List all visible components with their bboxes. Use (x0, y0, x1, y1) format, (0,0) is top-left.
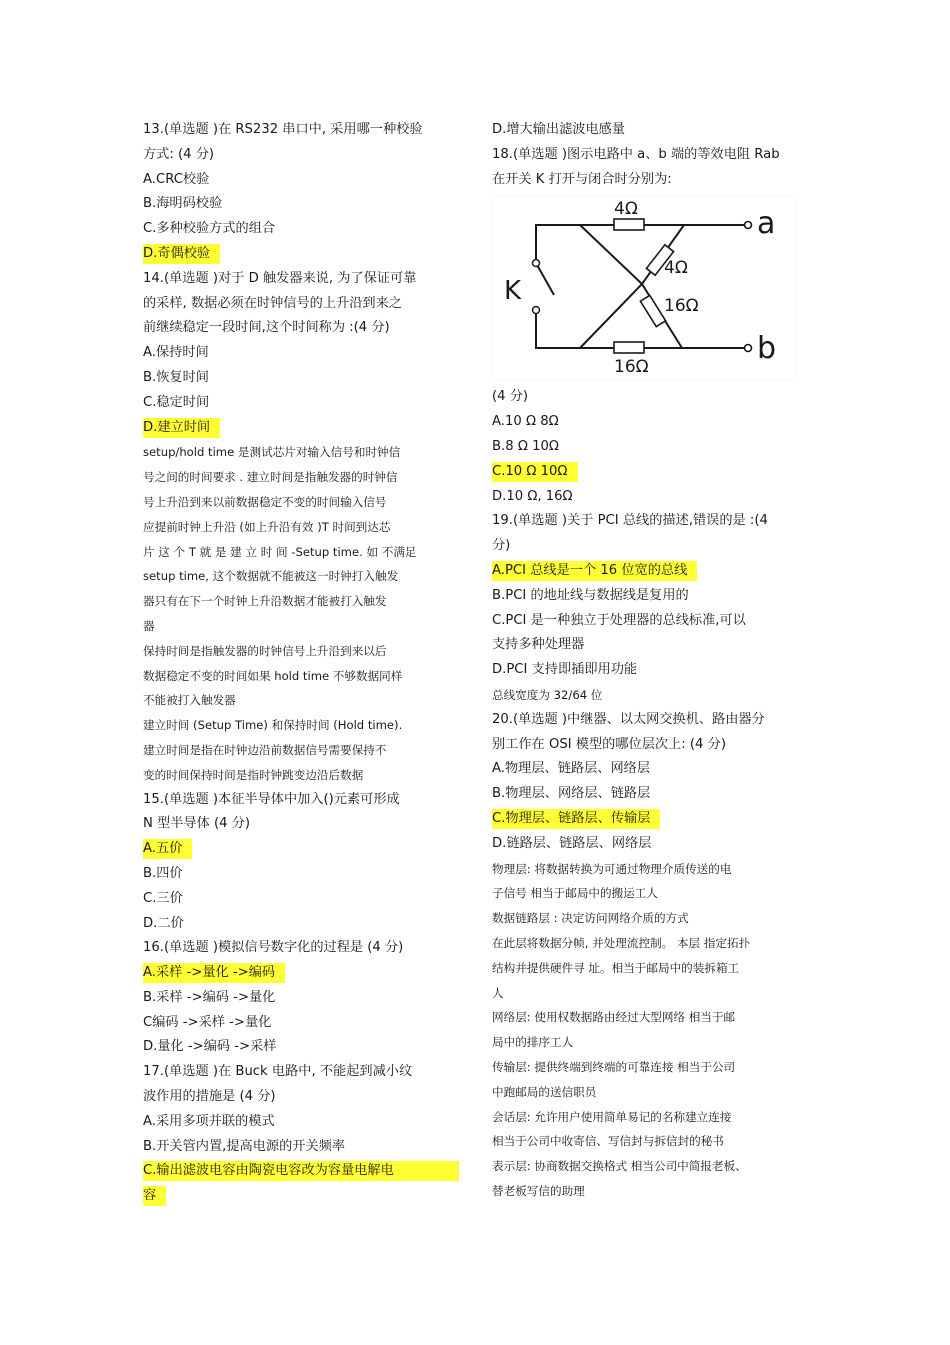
text-line (492, 956, 810, 981)
line-text: 片 这 个 T 就 是 建 立 时 间 -Setup time. 如 不满足 (143, 544, 417, 559)
line-text: 支持多种处理器 (492, 637, 585, 653)
text-line (492, 1154, 810, 1179)
line-text: 网络层: 使用权数据路由经过大型网络 相当于邮 (492, 1010, 736, 1025)
line-text: B.开关管内置,提高电源的开关频率 (143, 1138, 346, 1154)
text-line (492, 1179, 810, 1204)
line-text: 的采样, 数据必须在时钟信号的上升沿到来之 (143, 295, 402, 311)
text-line (492, 584, 810, 609)
text-line (492, 881, 810, 906)
text-line (492, 1080, 810, 1105)
text-line (492, 118, 810, 143)
line-text: C.多种校验方式的组合 (143, 221, 276, 237)
line-text: B.恢复时间 (143, 369, 209, 385)
text-line (143, 143, 459, 168)
line-text: 中跑邮局的送信职员 (492, 1084, 597, 1099)
line-text: 15.(单选题 )本征半导体中加入()元素可形成 (143, 791, 400, 807)
text-line (492, 931, 810, 956)
line-text: 人 (492, 985, 504, 1000)
line-text: 变的时间保持时间是指时钟跳变边沿后数据 (143, 767, 364, 782)
text-line (492, 485, 810, 510)
line-text: 14.(单选题 )对于 D 触发器来说, 为了保证可靠 (143, 270, 417, 286)
text-line (143, 614, 459, 639)
highlighted-answer: C.10 Ω 10Ω (492, 462, 578, 482)
text-line (492, 832, 810, 857)
text-line (143, 688, 459, 713)
line-text: 13.(单选题 )在 RS232 串口中, 采用哪一种校验 (143, 122, 423, 137)
line-text: 相当于公司中收寄信、写信封与拆信封的秘书 (492, 1134, 724, 1149)
line-text: 建立时间 (Setup Time) 和保持时间 (Hold time). (143, 718, 403, 733)
circuit-diagram (492, 195, 798, 381)
text-line (492, 609, 810, 634)
text-line (492, 782, 810, 807)
text-line (143, 192, 459, 217)
text-line (143, 887, 459, 912)
answer-line (492, 807, 810, 832)
text-line (143, 1110, 459, 1135)
text-line (143, 1060, 459, 1085)
text-line (143, 391, 459, 416)
right-column (492, 118, 810, 1204)
line-text: 保持时间是指触发器的时钟信号上升沿到来以后 (143, 643, 387, 658)
text-line (492, 509, 810, 534)
line-text: 建立时间是指在时钟边沿前数据信号需要保持不 (143, 742, 387, 757)
text-line (492, 633, 810, 658)
line-text: A.10 Ω 8Ω (492, 414, 559, 430)
text-line (492, 1030, 810, 1055)
line-text: 20.(单选题 )中继器、以太网交换机、路由器分 (492, 711, 765, 727)
line-text: 数据稳定不变的时间如果 hold time 不够数据同样 (143, 668, 403, 683)
line-text: D.增大输出滤波电感量 (492, 122, 626, 137)
line-text: 物理层: 将数据转换为可通过物理介质传送的电 (492, 861, 732, 876)
line-text: 替老板写信的助理 (492, 1183, 585, 1198)
line-text: D.PCI 支持即插即用功能 (492, 662, 638, 678)
text-line (143, 763, 459, 788)
highlighted-answer: A.采样 ->量化 ->编码 (143, 963, 285, 983)
answer-line (492, 460, 810, 485)
highlighted-answer: A.PCI 总线是一个 16 位宽的总线 (492, 561, 697, 581)
text-line (492, 168, 810, 193)
answer-line (143, 1184, 459, 1209)
line-text: 号之间的时间要求 . 建立时间是指触发器的时钟信 (143, 470, 398, 485)
text-line (143, 316, 459, 341)
label-r-bottom: 16Ω (614, 357, 649, 378)
line-text: N 型半导体 (4 分) (143, 816, 251, 832)
text-line (492, 757, 810, 782)
highlighted-answer: 容 (143, 1186, 166, 1206)
text-line (492, 1105, 810, 1130)
answer-line (143, 961, 459, 986)
answer-line (492, 559, 810, 584)
switch-contact-top (533, 260, 540, 267)
resistor-bottom (614, 342, 644, 353)
highlighted-answer: D.奇偶校验 (143, 244, 220, 264)
text-line (143, 440, 459, 465)
line-text: D.10 Ω, 16Ω (492, 488, 573, 504)
highlighted-answer: C.物理层、链路层、传输层 (492, 809, 660, 829)
line-text: 在此层将数据分帧, 并处理流控制。 本层 指定拓扑 (492, 935, 751, 950)
line-text: B.8 Ω 10Ω (492, 438, 559, 454)
line-text: setup/hold time 是测试芯片对输入信号和时钟信 (143, 445, 401, 460)
text-line (143, 515, 459, 540)
text-line (143, 986, 459, 1011)
text-line (143, 664, 459, 689)
line-text: C.三价 (143, 890, 183, 906)
line-text: 19.(单选题 )关于 PCI 总线的描述,错误的是 :(4 (492, 513, 768, 529)
line-text: 会话层: 允许用户使用简单易记的名称建立连接 (492, 1109, 732, 1124)
text-line (143, 1011, 459, 1036)
text-line (143, 366, 459, 391)
text-line (492, 857, 810, 882)
text-line (143, 812, 459, 837)
label-node-a: a (757, 206, 776, 242)
line-text: 波作用的措施是 (4 分) (143, 1089, 276, 1105)
line-text: 器 (143, 618, 155, 633)
line-text: 结构并提供硬件寻 址。相当于邮局中的装拆箱工 (492, 960, 740, 975)
text-line (492, 683, 810, 708)
label-switch: K (504, 276, 522, 307)
text-line (143, 118, 459, 143)
line-text: 总线宽度为 32/64 位 (492, 687, 603, 702)
text-line (143, 788, 459, 813)
highlighted-answer: D.建立时间 (143, 418, 220, 438)
label-r-diag1: 4Ω (664, 258, 688, 279)
label-node-b: b (757, 331, 777, 367)
text-line (492, 906, 810, 931)
text-line (143, 862, 459, 887)
line-text: (4 分) (492, 389, 529, 405)
line-text: 应提前时钟上升沿 (如上升沿有效 )T 时间到达芯 (143, 519, 391, 534)
resistor-top (614, 219, 644, 230)
line-text: B.采样 ->编码 ->量化 (143, 989, 276, 1005)
text-line (492, 534, 810, 559)
text-line (492, 658, 810, 683)
line-text: 17.(单选题 )在 Buck 电路中, 不能起到减小纹 (143, 1064, 413, 1080)
text-line (492, 1055, 810, 1080)
line-text: 传输层: 提供终端到终端的可靠连接 相当于公司 (492, 1059, 736, 1074)
text-line (143, 490, 459, 515)
terminal-a (745, 222, 752, 229)
label-r-diag2: 16Ω (664, 296, 699, 317)
line-text: 子信号 相当于邮局中的搬运工人 (492, 886, 658, 901)
text-line (492, 733, 810, 758)
line-text: 号上升沿到来以前数据稳定不变的时间输入信号 (143, 494, 387, 509)
highlighted-answer: C.输出滤波电容由陶瓷电容改为容量电解电 (143, 1161, 459, 1181)
text-line (143, 564, 459, 589)
text-line (143, 341, 459, 366)
line-text: 前继续稳定一段时间,这个时间称为 :(4 分) (143, 320, 390, 336)
line-text: 表示层: 协商数据交换格式 相当公司中简报老板、 (492, 1159, 747, 1174)
highlighted-answer: A.五价 (143, 839, 192, 859)
text-line (143, 639, 459, 664)
line-text: 别工作在 OSI 模型的哪位层次上: (4 分) (492, 736, 726, 752)
text-line (492, 708, 810, 733)
line-text: B.海明码校验 (143, 196, 223, 212)
text-line (143, 168, 459, 193)
line-text: 18.(单选题 )图示电路中 a、b 端的等效电阻 Rab (492, 146, 780, 162)
answer-line (143, 416, 459, 441)
text-line (143, 738, 459, 763)
line-text: A.采用多项并联的模式 (143, 1113, 275, 1129)
text-line (143, 713, 459, 738)
label-r-top: 4Ω (614, 199, 638, 220)
left-column (143, 118, 459, 1209)
text-line (143, 465, 459, 490)
line-text: 数据链路层 : 决定访问网络介质的方式 (492, 911, 689, 926)
line-text: 器只有在下一个时钟上升沿数据才能被打入触发 (143, 594, 387, 609)
text-line (143, 267, 459, 292)
text-line (492, 143, 810, 168)
answer-line (143, 242, 459, 267)
line-text: A.物理层、链路层、网络层 (492, 761, 651, 777)
line-text: 16.(单选题 )模拟信号数字化的过程是 (4 分) (143, 940, 404, 956)
text-line (143, 912, 459, 937)
line-text: B.四价 (143, 865, 183, 881)
line-text: 分) (492, 538, 511, 554)
text-line (492, 981, 810, 1006)
text-line (492, 435, 810, 460)
text-line (143, 589, 459, 614)
line-text: A.保持时间 (143, 345, 209, 361)
line-text: D.量化 ->编码 ->采样 (143, 1039, 277, 1055)
text-line (143, 292, 459, 317)
switch-contact-bottom (533, 307, 540, 314)
text-line (492, 1129, 810, 1154)
line-text: 局中的排序工人 (492, 1035, 574, 1050)
line-text: D.链路层、链路层、网络层 (492, 835, 652, 851)
text-line (492, 410, 810, 435)
text-line (492, 1005, 810, 1030)
line-text: B.PCI 的地址线与数据线是复用的 (492, 587, 689, 603)
text-line (143, 936, 459, 961)
right-column-top (492, 118, 810, 192)
line-text: setup time, 这个数据就不能被这一时钟打入触发 (143, 569, 399, 584)
line-text: A.CRC校验 (143, 171, 210, 187)
answer-line (143, 837, 459, 862)
answer-line (143, 1159, 459, 1184)
line-text: 不能被打入触发器 (143, 693, 236, 708)
text-line (143, 217, 459, 242)
text-line (143, 1035, 459, 1060)
line-text: D.二价 (143, 915, 184, 931)
right-column-bottom (492, 385, 810, 1203)
line-text: C.稳定时间 (143, 394, 210, 410)
text-line (492, 385, 810, 410)
line-text: 在开关 K 打开与闭合时分别为: (492, 171, 672, 187)
text-line (143, 540, 459, 565)
text-line (143, 1085, 459, 1110)
line-text: 方式: (4 分) (143, 146, 215, 162)
terminal-b (745, 345, 752, 352)
line-text: B.物理层、网络层、链路层 (492, 786, 651, 802)
line-text: C.PCI 是一种独立于处理器的总线标准,可以 (492, 612, 746, 628)
line-text: C编码 ->采样 ->量化 (143, 1014, 272, 1030)
text-line (143, 1135, 459, 1160)
